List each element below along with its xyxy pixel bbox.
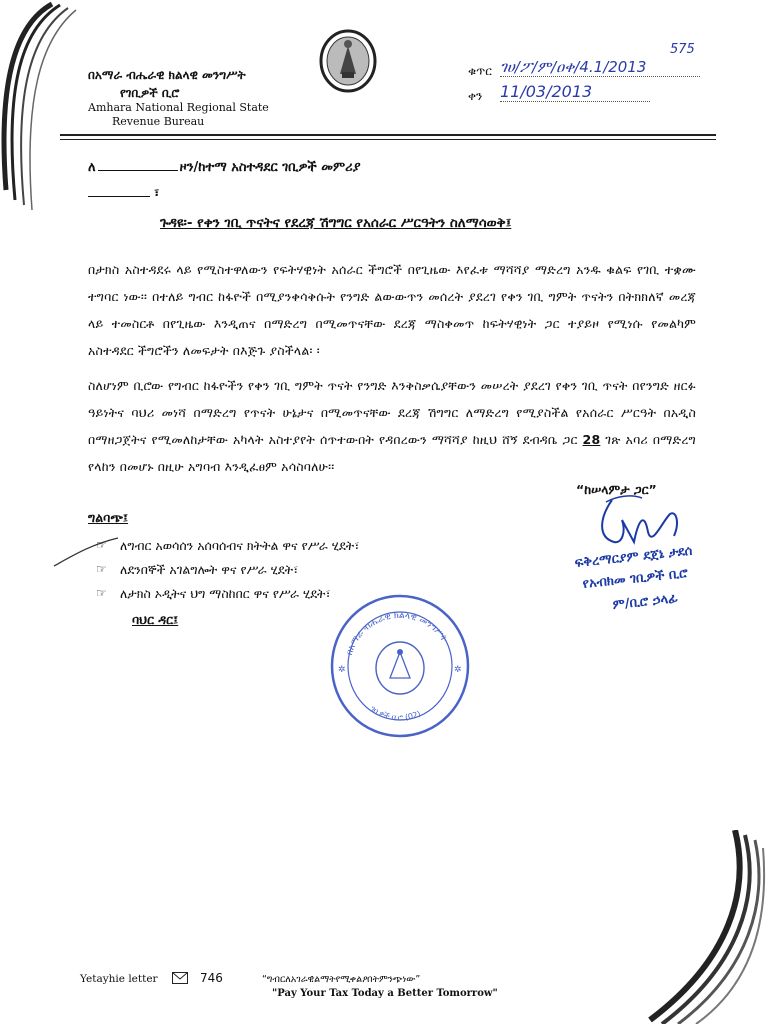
svg-text:✲: ✲ <box>454 665 462 675</box>
pointing-hand-icon: ☞ <box>96 562 107 576</box>
bottom-right-swoosh-decoration <box>640 830 768 1024</box>
footer-left-text: Yetayhie letter <box>80 973 158 985</box>
reference-number: ገሀ/ፖ/ም/ዐቀ/4.1/2013 <box>500 58 700 77</box>
addressee-blank-1 <box>98 170 178 171</box>
body-paragraph-1: በታክስ አስተዳደሩ ላይ የሚስተዋለውን የፍትሃዊነት አሰራር ችግሮች በየጊዜው እየፈቱ ማሻሻያ ማድረግ አንዱ ቁልፍ የገቢ ተቋሙ ተግባር ነው፡፡ በተለይ ግብር ከፋዮች በሚያንቀሳቅሱት የንግድ ልውውጥን መሰረት ያደረገ የቀን ገቢ ግምት ጥናትን በትክክለኛ መረጃ ላይ ተመስርቶ በየጊዜው እንዲጠና በማድረግ በሚመጥናቸው ደረጃ ማስቀመጥ ከፍትሃዊነት ጋር ተያይዞ የሚነሱ የመልካም አስተዳደር ችግሮችን ለመፍታት በእጅጉ ያስችላል፡ ፡ <box>88 262 696 358</box>
attachment-page-count: 28 <box>582 432 601 447</box>
header-divider-thin <box>60 139 716 140</box>
body-paragraph-2 <box>88 372 696 480</box>
header-divider <box>60 134 716 136</box>
seal-outer-text: በአማራ ብሔራዊ ክልላዊ መንግሥት <box>344 610 449 657</box>
org-english-bureau: Revenue Bureau <box>112 115 205 128</box>
cc-item: ለደንበኞች አገልግሎት ዋና የሥራ ሂደት፣ <box>120 562 299 577</box>
reference-label: ቁጥር <box>468 64 492 78</box>
signatory-title: ም/ቢሮ ኃላፊ <box>612 591 679 613</box>
date-label: ቀን <box>468 89 483 103</box>
footer-number: 746 <box>200 971 223 985</box>
footer-slogan-amharic: “ግብርለአገራዊልማትየሚቀልዖበትምንጭነው” <box>262 974 421 985</box>
svg-text:✲: ✲ <box>338 665 346 675</box>
org-amharic-name: በአማራ ብሔራዊ ክልላዊ መንግሥት <box>88 68 246 82</box>
pointing-hand-icon: ☞ <box>96 538 107 552</box>
pointing-hand-icon: ☞ <box>96 586 107 600</box>
handwritten-signature <box>592 492 692 552</box>
envelope-icon <box>172 972 188 984</box>
addressee-zone: ዞን/ከተማ አስተዳደር ገቢዎች መምሪያ <box>179 160 361 175</box>
addressee-line-2 <box>88 186 159 201</box>
closing-greeting: “ከሠላምታ ጋር” <box>576 482 657 497</box>
cc-handwritten-mark <box>52 530 122 570</box>
org-english-name: Amhara National Regional State <box>88 101 269 114</box>
addressee-prefix: ለ <box>88 160 96 175</box>
addressee-line-1 <box>88 160 361 175</box>
cc-item: ለታክስ ኦዲትና ህግ ማስከበር ዋና የሥራ ሂደት፣ <box>120 586 331 601</box>
reference-overwrite: 575 <box>670 42 695 57</box>
signatory-name: ፍቅረማርያም ደጀኔ ታደሰ <box>574 543 694 571</box>
regional-emblem-logo <box>318 28 378 94</box>
addressee-line2-suffix: ፣ <box>154 186 160 201</box>
body-paragraph-2-end: ገጽ አባሪ በማድረግ የላከን በመሆኑ በዚሁ አግባብ እንዲፈፀም አሳስባለሁ፡፡ <box>88 432 696 474</box>
footer-slogan-english: "Pay Your Tax Today a Better Tomorrow" <box>272 988 498 999</box>
location-text: ባህር ዳር፤ <box>132 612 179 627</box>
subject-line: ጉዳዩ፡- የቀን ገቢ ጥናትና የደረጃ ሽግግር የአሰራር ሥርዓትን ስለማሳወቅ፤ <box>160 215 512 231</box>
top-left-swoosh-decoration <box>0 0 90 220</box>
cc-label: ግልባጭ፤ <box>88 510 129 525</box>
body-paragraph-2-text: ስለሆነም ቢሮው የግብር ከፋዮችን የቀን ገቢ ግምት ጥናት የንግድ እንቅስቃሴያቸውን መሠረት ያደረገ የቀን ገቢ ጥናት በየንግድ ዘርፉ ዓይነትና ባህሪ መነሻ በማድረግ የጥናት ሁኔታና በሚመጥናቸው ደረጃ ሽግግር ለማድረግ የሚያስችል የአሰራር ሥርዓት በአዲስ በማዘጋጀትና የሚመለከታቸው አካላት አስተያየት ሰጥተውበት የዳበረውን ማሻሻያ ከዚህ ሸኝ ደብዳቤ ጋር <box>88 378 696 447</box>
cc-item: ለግብር አወሳሰን አሰባሰብና ክትትል ዋና የሥራ ሂደት፣ <box>120 538 360 553</box>
date-value: 11/03/2013 <box>500 82 650 102</box>
official-round-seal-stamp <box>328 592 472 740</box>
signatory-bureau: የአብክመ ገቢዎች ቢሮ <box>582 565 689 592</box>
seal-inner-text: ገቢዎች ቢሮ (02) <box>368 704 423 723</box>
addressee-blank-2 <box>88 196 150 197</box>
org-amharic-bureau: የገቢዎች ቢሮ <box>120 86 180 100</box>
